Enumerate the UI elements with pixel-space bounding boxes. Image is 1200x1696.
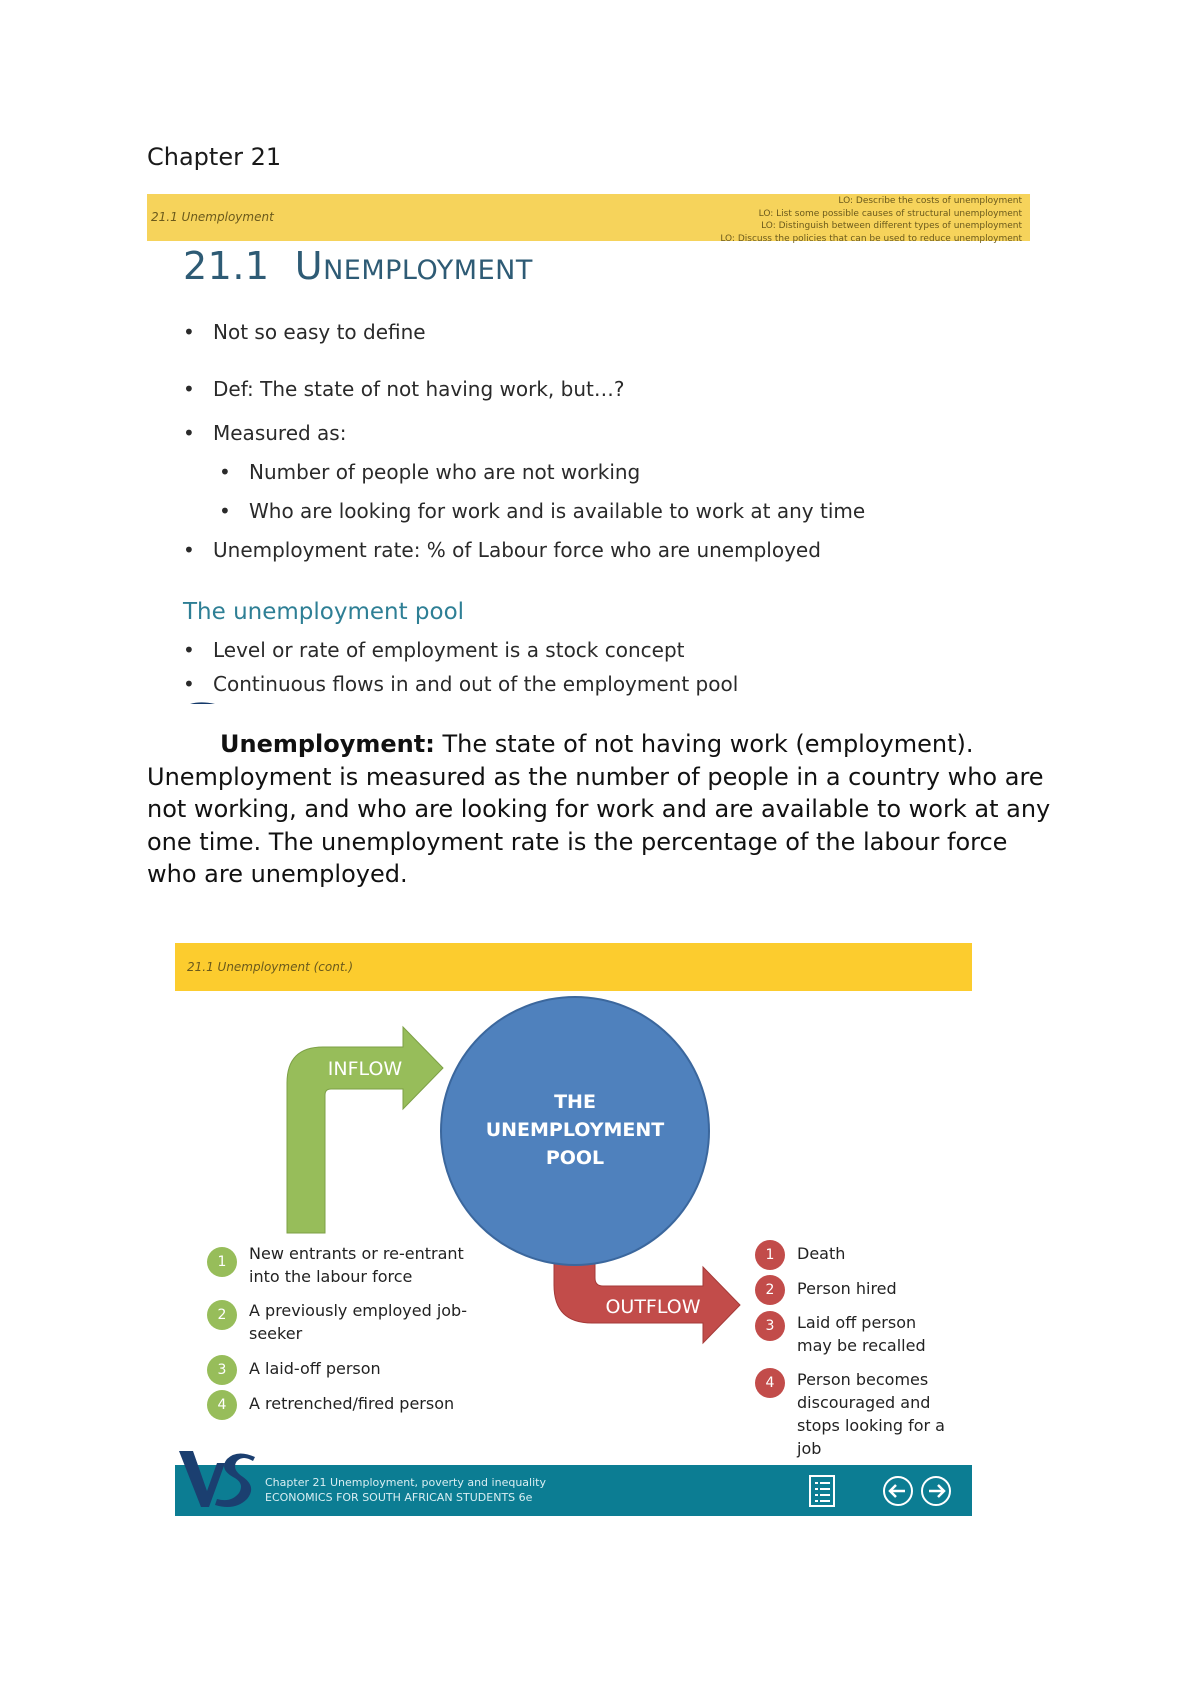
inflow-item-2: A previously employed job- seeker [249, 1301, 467, 1343]
vs-logo-icon [177, 1449, 261, 1509]
pool-label-line3: POOL [545, 1147, 605, 1169]
back-arrow-icon[interactable] [882, 1475, 914, 1507]
objective: LO: Distinguish between different types of unemployment [761, 221, 1022, 231]
bullet: • Continuous flows in and out of the employment pool [183, 672, 738, 696]
definition-paragraph [147, 728, 1057, 891]
outflow-number-3: 3 [755, 1311, 785, 1341]
sub-bullet: • Who are looking for work and is available to work at any time [219, 499, 865, 523]
inflow-number-2: 2 [207, 1300, 237, 1330]
footer-book: ECONOMICS FOR SOUTH AFRICAN STUDENTS 6e [265, 1491, 533, 1504]
sub-bullet: • Number of people who are not working [219, 460, 640, 484]
title-number: 21.1 [183, 244, 270, 288]
pool-label-line1: THE [554, 1091, 596, 1113]
outflow-item-3: Laid off person may be recalled [797, 1313, 926, 1355]
learning-objectives [720, 195, 1022, 245]
slide-unemployment-pool [175, 943, 972, 1516]
objective: LO: Discuss the policies that can be used to reduce unemployment [720, 233, 1022, 244]
vs-logo-icon [147, 690, 227, 704]
banner-label: 21.1 Unemployment [151, 210, 274, 224]
footer-chapter: Chapter 21 Unemployment, poverty and inequality [265, 1476, 546, 1489]
bullet: • Not so easy to define [183, 320, 426, 344]
inflow-number-4: 4 [207, 1390, 237, 1420]
definition-text: The state of not having work (employment). Unemployment is measured as the number of people in a country who are not working, and who are looking for work and are available to work at any one time. The unemployment rate is the percentage of the labour force who are unemployed. [147, 730, 1051, 888]
chapter-heading: Chapter 21 [147, 143, 282, 171]
pool-heading: The unemployment pool [183, 599, 465, 625]
outflow-item-2: Person hired [797, 1279, 897, 1298]
inflow-item-4: A retrenched/fired person [249, 1394, 455, 1413]
outflow-number-1: 1 [755, 1240, 785, 1270]
outflow-label: OUTFLOW [605, 1296, 701, 1318]
forward-arrow-icon[interactable] [920, 1475, 952, 1507]
outflow-item-1: Death [797, 1244, 846, 1263]
inflow-item-1: New entrants or re-entrant into the labour force [249, 1244, 464, 1286]
title-text: Unemployment [294, 244, 533, 288]
inflow-number-3: 3 [207, 1355, 237, 1385]
bullet: • Unemployment rate: % of Labour force who are unemployed [183, 538, 821, 562]
contents-icon[interactable] [808, 1474, 836, 1508]
bullet: • Measured as: [183, 421, 346, 445]
slide-title [183, 244, 533, 288]
bullet: • Def: The state of not having work, but…? [183, 377, 624, 401]
objective: LO: Describe the costs of unemployment [838, 196, 1022, 206]
outflow-number-2: 2 [755, 1275, 785, 1305]
outflow-item-4: Person becomes discouraged and stops looking for a job [797, 1370, 945, 1458]
outflow-number-4: 4 [755, 1368, 785, 1398]
inflow-item-3: A laid-off person [249, 1359, 381, 1378]
pool-label-line2: UNEMPLOYMENT [485, 1119, 665, 1141]
banner-label: 21.1 Unemployment (cont.) [187, 960, 354, 974]
inflow-number-1: 1 [207, 1247, 237, 1277]
objective: LO: List some possible causes of structural unemployment [758, 208, 1022, 219]
slide-footer [175, 1465, 972, 1516]
bullet: • Level or rate of employment is a stock concept [183, 638, 684, 662]
slide-unemployment [147, 194, 1030, 704]
definition-term: Unemployment: [220, 730, 435, 758]
slide-banner [147, 194, 1030, 244]
inflow-label: INFLOW [327, 1058, 403, 1080]
